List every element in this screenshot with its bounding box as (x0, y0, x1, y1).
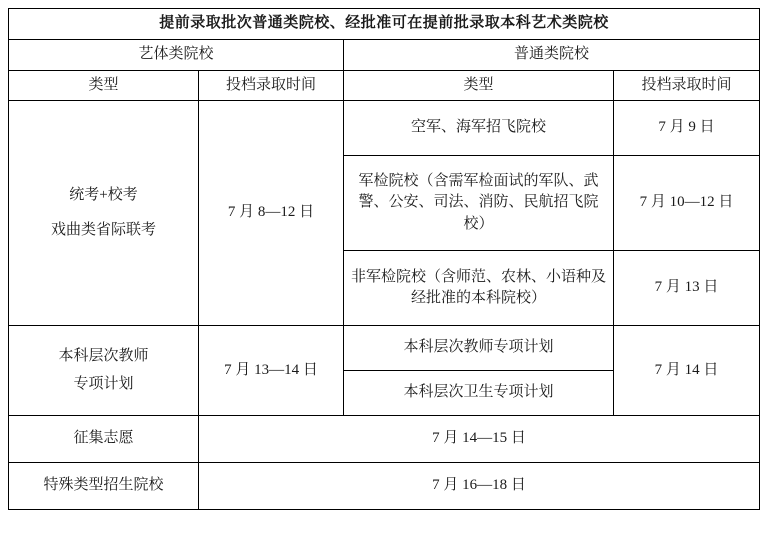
cell-arts-type-teacher-program (9, 326, 199, 416)
table-row-column-headers (9, 70, 760, 101)
cell-general-time-air-navy: 7 月 9 日 (614, 101, 760, 156)
admission-schedule-table (8, 8, 760, 510)
cell-arts-time-unified-exam: 7 月 8—12 日 (199, 101, 344, 326)
cell-general-time-military-check: 7 月 10—12 日 (614, 156, 760, 251)
cell-general-type-military-check: 军检院校（含需军检面试的军队、武警、公安、司法、消防、民航招飞院校） (344, 156, 614, 251)
cell-general-type-non-military-check: 非军检院校（含师范、农林、小语种及经批准的本科院校） (344, 251, 614, 326)
cell-general-type-teacher-program: 本科层次教师专项计划 (344, 326, 614, 371)
column-header-arts-time: 投档录取时间 (199, 70, 344, 101)
table-row (9, 326, 760, 371)
table-row (9, 416, 760, 463)
cell-general-time-non-military-check: 7 月 13 日 (614, 251, 760, 326)
cell-label-special-admission: 特殊类型招生院校 (9, 463, 199, 510)
teacher-program-line-1: 本科层次教师 (58, 348, 149, 364)
cell-general-time-teacher-program: 7 月 14 日 (614, 326, 760, 416)
arts-type-line-1: 统考+校考 (69, 186, 138, 203)
table-row (9, 101, 760, 156)
column-header-arts-type: 类型 (9, 70, 199, 101)
table-row-group-headers (9, 39, 760, 70)
group-header-general: 普通类院校 (344, 39, 760, 70)
teacher-program-line-2: 专项计划 (73, 375, 134, 392)
page-title: 提前录取批次普通类院校、经批准可在提前批录取本科艺术类院校 (9, 9, 760, 40)
cell-general-type-air-navy: 空军、海军招飞院校 (344, 101, 614, 156)
table-row (9, 463, 760, 510)
arts-type-line-2: 戏曲类省际联考 (50, 222, 156, 239)
column-header-general-time: 投档录取时间 (614, 70, 760, 101)
cell-arts-type-unified-exam (9, 101, 199, 326)
cell-arts-time-teacher-program: 7 月 13—14 日 (199, 326, 344, 416)
group-header-arts: 艺体类院校 (9, 39, 344, 70)
cell-time-special-admission: 7 月 16—18 日 (199, 463, 760, 510)
cell-label-collect-wishes: 征集志愿 (9, 416, 199, 463)
column-header-general-type: 类型 (344, 70, 614, 101)
cell-time-collect-wishes: 7 月 14—15 日 (199, 416, 760, 463)
cell-general-type-health-program: 本科层次卫生专项计划 (344, 371, 614, 416)
table-row-title (9, 9, 760, 40)
